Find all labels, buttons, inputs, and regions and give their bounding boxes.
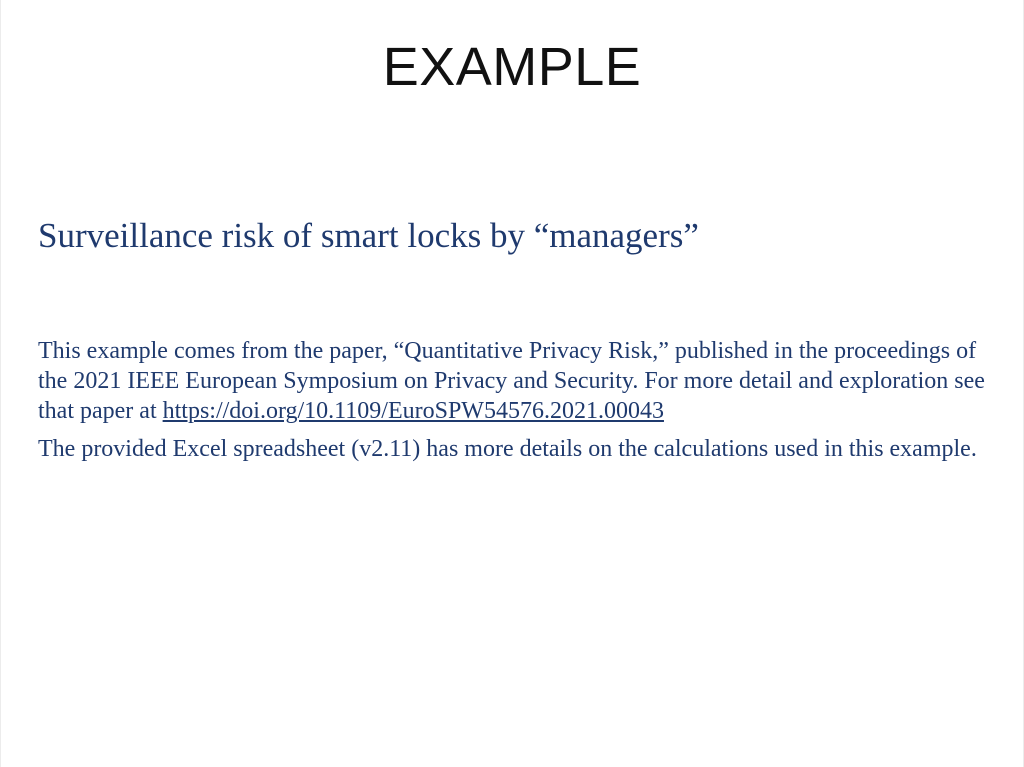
slide-body: [38, 336, 988, 472]
spreadsheet-note-paragraph: The provided Excel spreadsheet (v2.11) has more details on the calculations used in this example.: [38, 436, 977, 462]
slide-subtitle: Surveillance risk of smart locks by “managers”: [38, 216, 699, 255]
slide-title: EXAMPLE: [382, 37, 642, 97]
paper-reference-text: This example comes from the paper, “Quantitative Privacy Risk,” published in the proceedings of the 2021 IEEE European Symposium on Privacy and Security. For more detail and exploration see that paper at: [38, 338, 985, 424]
doi-link[interactable]: https://doi.org/10.1109/EuroSPW54576.2021.00043: [162, 398, 664, 424]
paper-reference-paragraph: [38, 336, 988, 426]
